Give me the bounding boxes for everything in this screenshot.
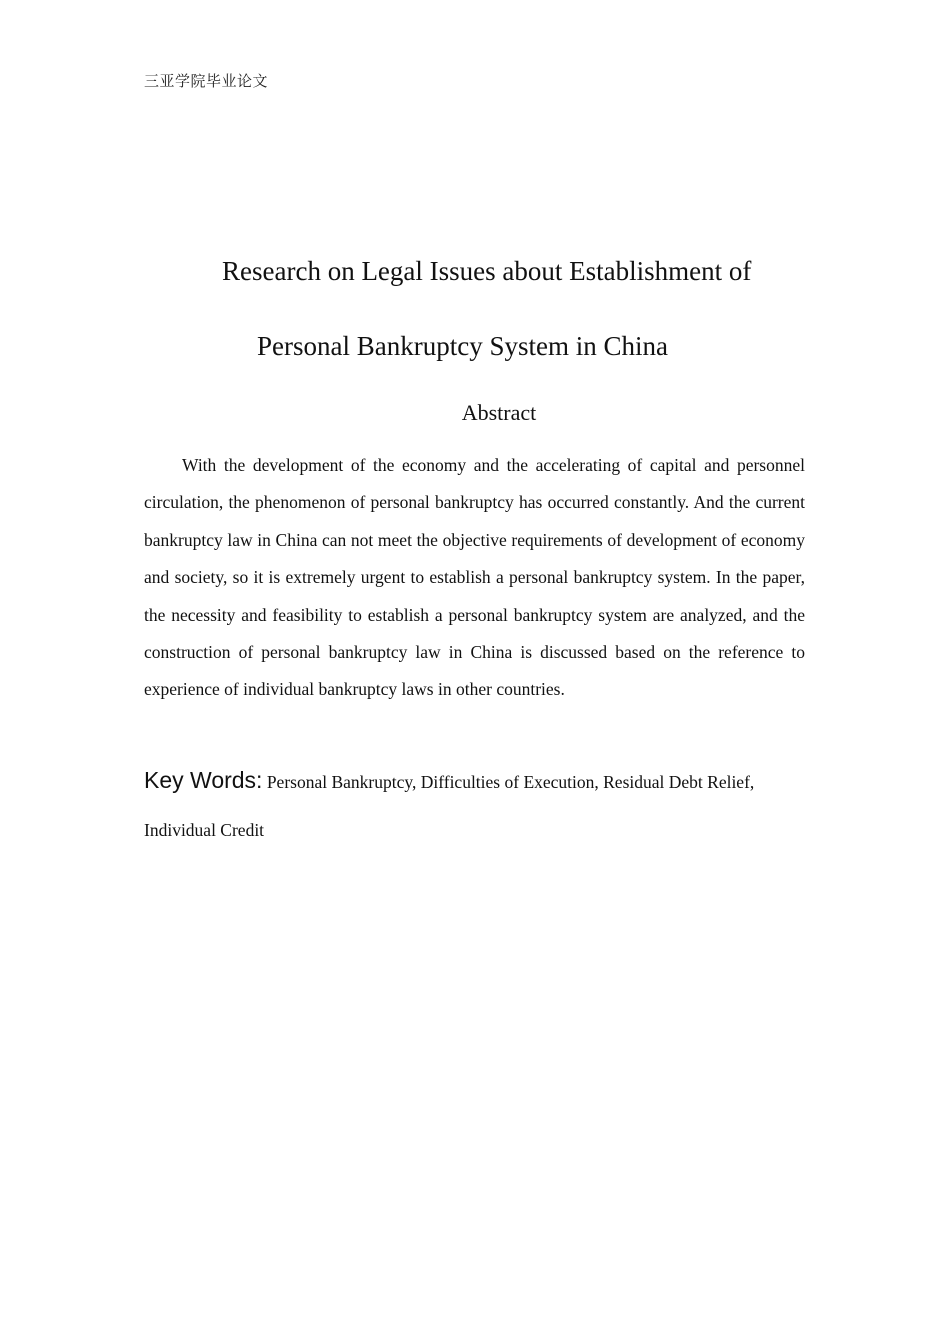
thesis-title-line-1: Research on Legal Issues about Establishment of — [222, 256, 752, 286]
keywords-label: Key Words: — [144, 767, 263, 793]
keywords-text: Personal Bankruptcy, Difficulties of Execution, Residual Debt Relief, Individual Credit — [144, 772, 755, 840]
thesis-title-line-2: Personal Bankruptcy System in China — [257, 331, 668, 361]
page-header: 三亚学院毕业论文 — [144, 72, 269, 90]
abstract-heading: Abstract — [461, 400, 537, 425]
keywords-section — [144, 756, 814, 854]
abstract-body: With the development of the economy and the accelerating of capital and personnel circulation, the phenomenon of personal bankruptcy has occurred constantly. And the current bankruptcy law in China can not meet the objective requirements of development of economy and society, so it is extremely urgent to establish a personal bankruptcy system. In the paper, the necessity and feasibility to establish a personal bankruptcy system are analyzed, and the construction of personal bankruptcy law in China is discussed based on the reference to experience of individual bankruptcy laws in other countries. — [144, 455, 805, 700]
